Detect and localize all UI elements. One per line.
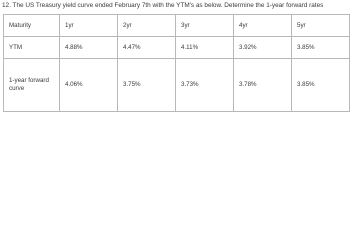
ytm-cell-1yr: 4.88% xyxy=(60,37,118,59)
table-row-forward-curve xyxy=(4,59,350,112)
ytm-cell-4yr: 3.92% xyxy=(234,37,292,59)
forward-cell-5yr: 3.85% xyxy=(292,59,350,112)
header-cell-4yr: 4yr xyxy=(234,15,292,37)
row-label-forward-curve: 1-year forward curve xyxy=(4,59,60,112)
header-cell-5yr: 5yr xyxy=(292,15,350,37)
yield-curve-table xyxy=(3,14,350,112)
header-row xyxy=(4,15,350,37)
forward-cell-1yr: 4.06% xyxy=(60,59,118,112)
forward-cell-3yr: 3.73% xyxy=(176,59,234,112)
header-cell-3yr: 3yr xyxy=(176,15,234,37)
header-cell-maturity: Maturity xyxy=(4,15,60,37)
forward-cell-2yr: 3.75% xyxy=(118,59,176,112)
row-label-ytm: YTM xyxy=(4,37,60,59)
ytm-cell-5yr: 3.85% xyxy=(292,37,350,59)
table-row-ytm xyxy=(4,37,350,59)
header-cell-2yr: 2yr xyxy=(118,15,176,37)
question-text: 12. The US Treasury yield curve ended February 7th with the YTM's as below. Determine the 1-year forward rates xyxy=(2,2,324,9)
ytm-cell-3yr: 4.11% xyxy=(176,37,234,59)
ytm-cell-2yr: 4.47% xyxy=(118,37,176,59)
header-cell-1yr: 1yr xyxy=(60,15,118,37)
forward-cell-4yr: 3.78% xyxy=(234,59,292,112)
